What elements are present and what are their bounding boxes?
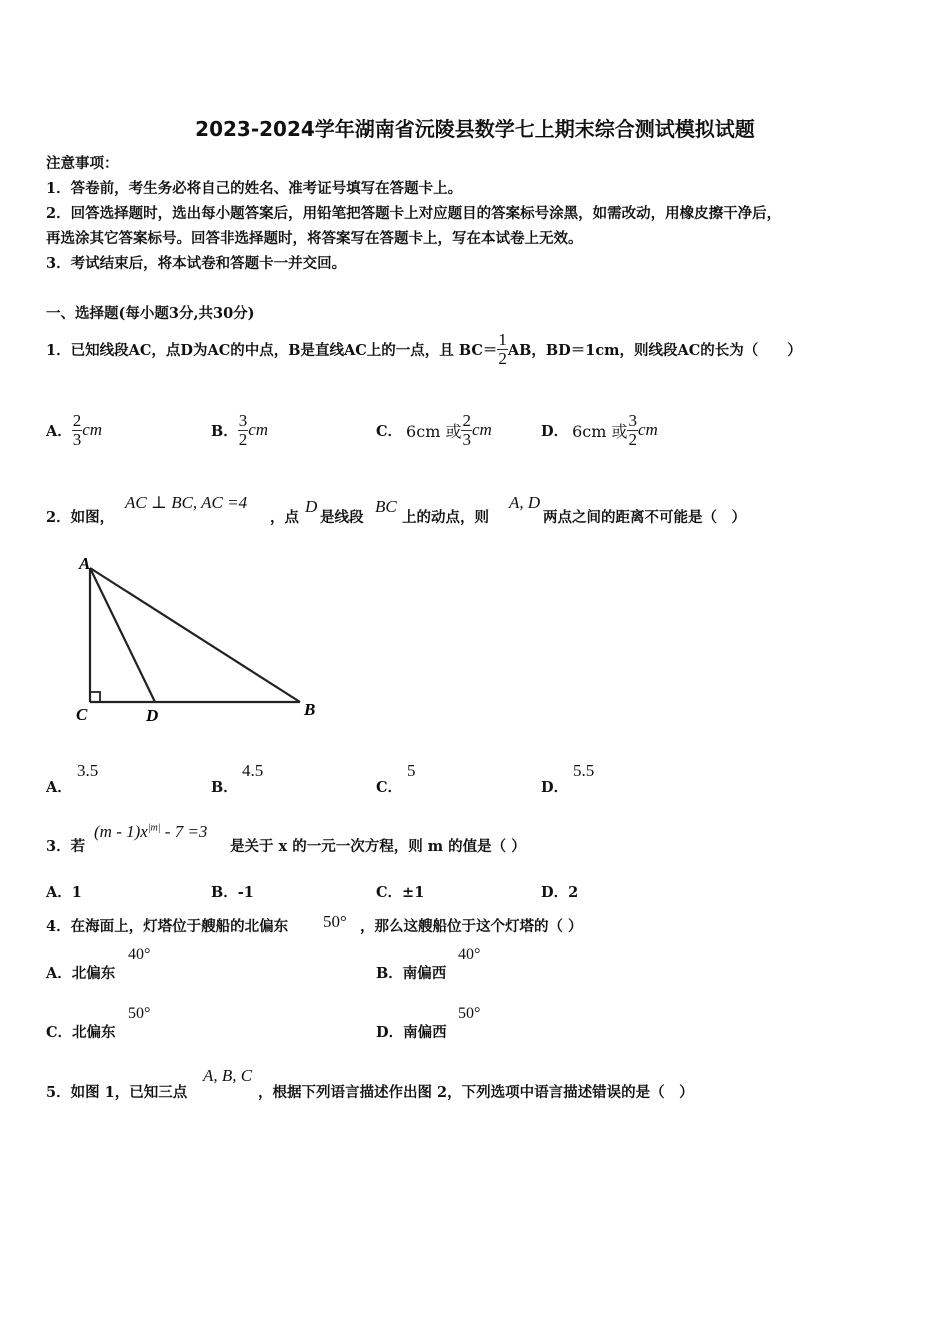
- q4-text-a: 4．在海面上，灯塔位于艘船的北偏东: [46, 918, 289, 935]
- right-angle-mark: [90, 692, 100, 702]
- q1-fraction: $\frac{1}{2}$: [498, 329, 507, 368]
- q4-option-d[interactable]: D．南偏西: [376, 1024, 447, 1041]
- q2-option-b-label[interactable]: B．: [211, 779, 238, 796]
- q2-option-d-value: 5.5: [573, 761, 595, 780]
- label-c: C: [76, 705, 88, 724]
- q1-option-c-fraction: $\frac{2}{3}$: [462, 410, 471, 449]
- q3-text-a: 3．若: [46, 838, 86, 855]
- q5-text-b: ，根据下列语言描述作出图 2，下列选项中语言描述错误的是（ ）: [258, 1084, 694, 1101]
- q3-option-d[interactable]: D．2: [541, 884, 579, 901]
- q2-text-a: 2．如图，: [46, 509, 115, 526]
- q1-option-d[interactable]: D． 6cm 或 $\frac{3}{2}$ cm: [541, 410, 658, 449]
- q2-triangle-figure: [46, 550, 336, 730]
- q2-option-a-label[interactable]: A．: [46, 779, 72, 796]
- q1-option-b-fraction: $\frac{3}{2}$: [238, 410, 248, 449]
- q5-text-a: 5．如图 1，已知三点: [46, 1084, 188, 1101]
- q2-math-2: D: [305, 497, 318, 516]
- q2-math-1: AC ⊥ BC, AC =4: [125, 493, 248, 512]
- section-heading: 一、选择题(每小题3分,共30分): [46, 305, 255, 322]
- q4-angle: 50°: [323, 912, 347, 931]
- q4-text-b: ，那么这艘船位于这个灯塔的（ ）: [360, 918, 583, 935]
- q4-option-c[interactable]: C．北偏东: [46, 1024, 116, 1041]
- q4-option-b-angle: 40°: [458, 946, 481, 963]
- q2-option-d-label[interactable]: D．: [541, 779, 569, 796]
- q3-option-c[interactable]: C．±1: [376, 884, 425, 901]
- notice-item-1: 1．答卷前，考生务必将自己的姓名、准考证号填写在答题卡上。: [46, 180, 463, 197]
- q1-option-c[interactable]: C． 6cm 或 $\frac{2}{3}$ cm: [376, 410, 492, 449]
- q2-option-c-value: 5: [407, 761, 416, 780]
- q1-text-a: 1．已知线段AC，点D为AC的中点，B是直线AC上的一点，且 BC＝: [46, 341, 498, 359]
- page-title: 2023-2024学年湖南省沅陵县数学七上期末综合测试模拟试题: [195, 117, 755, 141]
- label-d: D: [146, 706, 159, 725]
- q4-option-d-angle: 50°: [458, 1005, 481, 1022]
- q1-option-a-fraction: $\frac{2}{3}$: [72, 410, 82, 449]
- notice-item-3: 3．考试结束后，将本试卷和答题卡一并交回。: [46, 255, 347, 272]
- q4-option-a[interactable]: A．北偏东: [46, 965, 116, 982]
- notice-item-2a: 2．回答选择题时，选出每小题答案后，用铅笔把答题卡上对应题目的答案标号涂黑，如需改动，用橡皮擦干净后，: [46, 205, 782, 222]
- q2-text-c: 是线段: [320, 509, 364, 526]
- q3-option-a[interactable]: A．1: [46, 884, 82, 901]
- q1-option-d-fraction: $\frac{3}{2}$: [628, 410, 637, 449]
- label-b: B: [304, 700, 316, 719]
- label-a: A: [79, 554, 91, 573]
- q1-option-b[interactable]: B． $\frac{3}{2}$ cm: [211, 410, 269, 449]
- q2-math-3: BC: [375, 497, 397, 516]
- q2-text-b: ，点: [270, 509, 299, 526]
- notice-item-2b: 再选涂其它答案标号。回答非选择题时，将答案写在答题卡上，写在本试卷上无效。: [46, 230, 583, 247]
- q2-option-a-value: 3.5: [77, 761, 99, 780]
- q3-equation: $(m - 1)x^{|m|} - 7 =3$: [94, 822, 208, 841]
- question-1: [46, 326, 802, 372]
- q1-option-a[interactable]: A． $\frac{2}{3}$ cm: [46, 410, 103, 449]
- q1-text-b: AB，BD＝1cm，则线段AC的长为（ ）: [507, 341, 802, 359]
- q3-option-b[interactable]: B．-1: [211, 884, 254, 901]
- notice-heading: 注意事项：: [46, 155, 119, 172]
- q2-option-c-label[interactable]: C．: [376, 779, 403, 796]
- q2-option-b-value: 4.5: [242, 761, 264, 780]
- q4-option-c-angle: 50°: [128, 1005, 151, 1022]
- q4-option-a-angle: 40°: [128, 946, 151, 963]
- q4-option-b[interactable]: B．南偏西: [376, 965, 447, 982]
- q2-text-e: 两点之间的距离不可能是（ ）: [543, 509, 746, 526]
- q3-text-b: 是关于 x 的一元一次方程，则 m 的值是（ ）: [230, 838, 526, 855]
- q2-math-4: A, D: [509, 493, 541, 512]
- q5-math: A, B, C: [203, 1066, 253, 1085]
- q2-text-d: 上的动点，则: [402, 509, 489, 526]
